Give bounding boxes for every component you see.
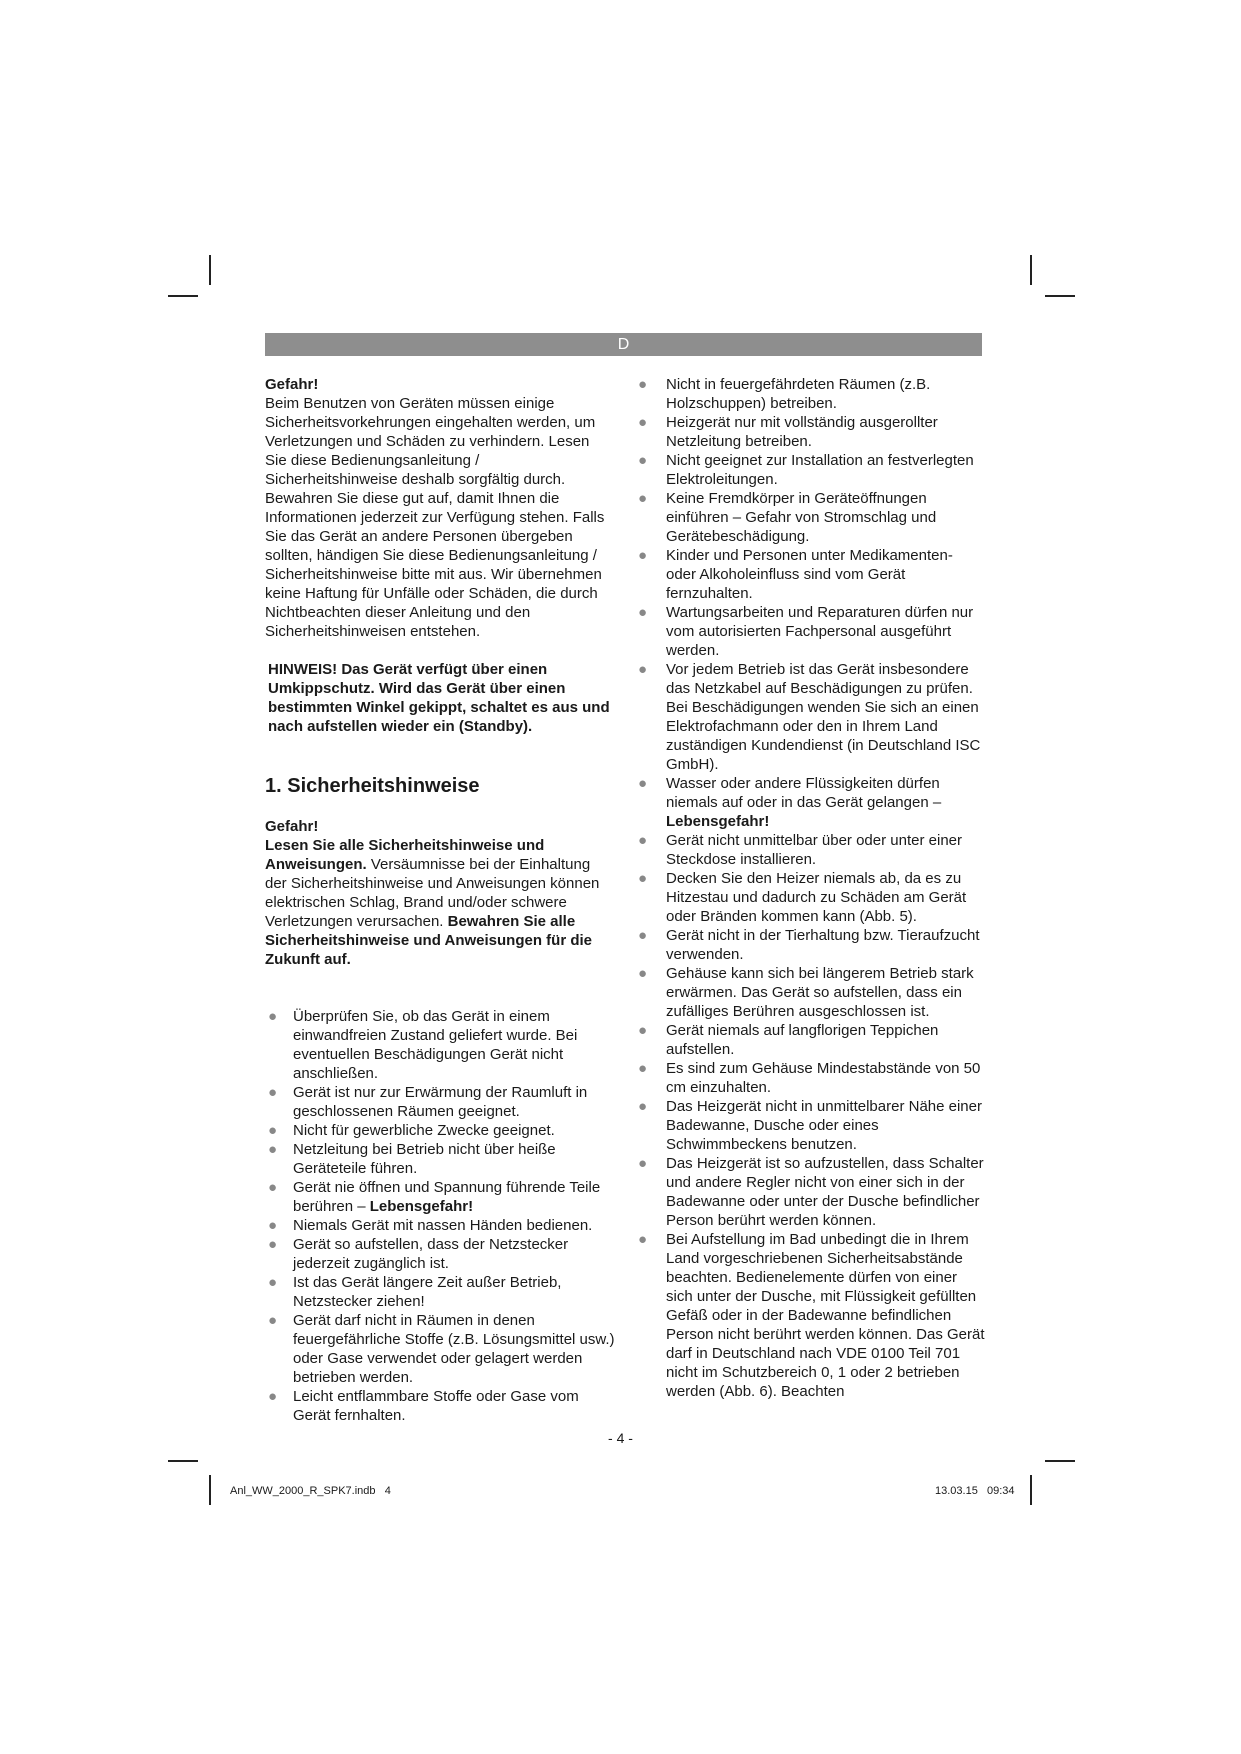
list-item: ● Gerät so aufstellen, dass der Netzstecker jederzeit zugänglich ist. bbox=[268, 1236, 569, 1272]
list-item: ● Wasser oder andere Flüssigkeiten dürfen niemals auf oder in das Gerät gelangen – Lebensgefahr! bbox=[638, 775, 942, 830]
bullet-icon: ● bbox=[638, 661, 648, 678]
footer-file-name: Anl_WW_2000_R_SPK7.indb 4 bbox=[230, 1485, 391, 1497]
list-item: ● Bei Aufstellung im Bad unbedingt die in Ihrem Land vorgeschriebenen Sicherheitsabstände beachten. Bedienelemente dürfen von einer sich unter der Dusche, mit Flüssigkeit gefüllten Gefäß oder in der Badewanne befindlichen Person nicht berührt werden können. Das Gerät darf in Deutschland nach VDE 0100 Teil 701 nicht im Schutzbereich 0, 1 oder 2 betrieben werden (Abb. 6). Beachten bbox=[638, 1231, 985, 1400]
list-item: ● Gehäuse kann sich bei längerem Betrieb stark erwärmen. Das Gerät so aufstellen, dass ein zufälliges Berühren ausgeschlossen ist. bbox=[638, 965, 974, 1020]
bullet-icon: ● bbox=[638, 1060, 648, 1077]
crop-mark bbox=[168, 1460, 198, 1462]
list-item: ● Wartungsarbeiten und Reparaturen dürfen nur vom autorisierten Fachpersonal ausgeführt werden. bbox=[638, 604, 974, 659]
bullet-icon: ● bbox=[638, 1231, 648, 1248]
bullet-icon: ● bbox=[638, 1155, 648, 1172]
section-intro-bold: Lesen Sie alle Sicherheitshinweise und Anweisungen. bbox=[265, 837, 545, 873]
bullet-icon: ● bbox=[638, 927, 648, 944]
list-item: ● Heizgerät nur mit vollständig ausgerollter Netzleitung betreiben. bbox=[638, 414, 938, 450]
section-title: 1. Sicherheitshinweise bbox=[265, 775, 480, 797]
bullet-icon: ● bbox=[638, 414, 648, 431]
crop-mark bbox=[209, 255, 211, 285]
bullet-icon: ● bbox=[638, 1098, 648, 1115]
bullet-icon: ● bbox=[268, 1008, 278, 1025]
bullet-icon: ● bbox=[268, 1141, 278, 1158]
list-item: ● Netzleitung bei Betrieb nicht über heiße Geräteteile führen. bbox=[268, 1141, 556, 1177]
list-item: ● Gerät ist nur zur Erwärmung der Raumluft in geschlossenen Räumen geeignet. bbox=[268, 1084, 588, 1120]
safety-list-left bbox=[265, 1007, 615, 1425]
bullet-icon: ● bbox=[638, 832, 648, 849]
crop-mark bbox=[168, 295, 198, 297]
bullet-icon: ● bbox=[268, 1236, 278, 1253]
list-item: ● Niemals Gerät mit nassen Händen bedienen. bbox=[268, 1217, 593, 1234]
section-intro-bold-end: Bewahren Sie alle Sicherheitshinweise und Anweisungen für die Zukunft auf. bbox=[265, 913, 592, 968]
list-item: ● Keine Fremdkörper in Geräteöffnungen einführen – Gefahr von Stromschlag und Gerätebeschädigung. bbox=[638, 490, 937, 545]
page-number: - 4 - bbox=[608, 1430, 633, 1446]
bullet-icon: ● bbox=[638, 870, 648, 887]
notice-paragraph: HINWEIS! Das Gerät verfügt über einen Umkippschutz. Wird das Gerät über einen bestimmten Winkel gekippt, schaltet es aus und nach aufstellen wieder ein (Standby). bbox=[268, 661, 610, 735]
list-item: ● Kinder und Personen unter Medikamenten- oder Alkoholeinfluss sind vom Gerät fernzuhalten. bbox=[638, 547, 953, 602]
list-item: ● Gerät niemals auf langflorigen Teppichen aufstellen. bbox=[638, 1022, 939, 1058]
right-column bbox=[635, 375, 987, 1401]
section-intro bbox=[265, 836, 615, 969]
bullet-icon: ● bbox=[638, 547, 648, 564]
list-item: ● Das Heizgerät nicht in unmittelbarer Nähe einer Badewanne, Dusche oder eines Schwimmbeckens benutzen. bbox=[638, 1098, 982, 1153]
safety-list-right bbox=[635, 375, 987, 1401]
crop-mark bbox=[1030, 1475, 1032, 1505]
section-warning-heading: Gefahr! bbox=[265, 818, 319, 835]
list-item: ● Gerät nicht unmittelbar über oder unter einer Steckdose installieren. bbox=[638, 832, 962, 868]
list-item: ● Leicht entflammbare Stoffe oder Gase vom Gerät fernhalten. bbox=[268, 1388, 579, 1424]
intro-paragraph: Beim Benutzen von Geräten müssen einige Sicherheitsvorkehrungen eingehalten werden, um Verletzungen und Schäden zu verhindern. Lesen Sie diese Bedienungsanleitung / Sicherheitshinweise deshalb sorgfältig durch. Bewahren Sie diese gut auf, damit Ihnen die Informationen jederzeit zur Verfügung stehen. Falls Sie das Gerät an andere Personen übergeben sollten, händigen Sie diese Bedienungsanleitung / Sicherheitshinweise bitte mit aus. Wir übernehmen keine Haftung für Unfälle oder Schäden, die durch Nichtbeachten dieser Anleitung und den Sicherheitshinweisen entstehen. bbox=[265, 395, 605, 640]
crop-mark bbox=[1045, 1460, 1075, 1462]
bullet-icon: ● bbox=[638, 965, 648, 982]
list-item: ● Das Heizgerät ist so aufzustellen, dass Schalter und andere Regler nicht von einer sich in der Badewanne oder unter der Dusche befindlicher Person berührt werden können. bbox=[638, 1155, 984, 1229]
crop-mark bbox=[1045, 295, 1075, 297]
section-intro-normal: Versäumnisse bei der Einhaltung der Sicherheitshinweise und Anweisungen können elektrischen Schlag, Brand und/oder schwere Verletzungen verursachen. bbox=[265, 856, 600, 930]
crop-mark bbox=[1030, 255, 1032, 285]
bullet-icon: ● bbox=[268, 1217, 278, 1234]
bullet-icon: ● bbox=[268, 1122, 278, 1139]
bullet-icon: ● bbox=[268, 1388, 278, 1405]
language-tab: D bbox=[265, 333, 982, 356]
crop-mark bbox=[209, 1475, 211, 1505]
bullet-icon: ● bbox=[638, 1022, 648, 1039]
bullet-icon: ● bbox=[638, 604, 648, 621]
list-item: ● Decken Sie den Heizer niemals ab, da es zu Hitzestau und dadurch zu Schäden am Gerät oder Bränden kommen kann (Abb. 5). bbox=[638, 870, 967, 925]
bullet-icon: ● bbox=[268, 1312, 278, 1329]
bullet-icon: ● bbox=[268, 1274, 278, 1291]
list-item: ● Nicht in feuergefährdeten Räumen (z.B. Holzschuppen) betreiben. bbox=[638, 376, 931, 412]
bullet-icon: ● bbox=[638, 775, 648, 792]
list-item: ● Gerät darf nicht in Räumen in denen feuergefährliche Stoffe (z.B. Lösungsmittel usw.) oder Gase verwendet oder gelagert werden betrieben werden. bbox=[268, 1312, 615, 1386]
footer-timestamp: 13.03.15 09:34 bbox=[935, 1485, 1015, 1497]
left-column bbox=[265, 375, 615, 1425]
bullet-icon: ● bbox=[268, 1084, 278, 1101]
list-item: ● Gerät nie öffnen und Spannung führende Teile berühren – Lebensgefahr! bbox=[268, 1179, 601, 1215]
warning-heading: Gefahr! bbox=[265, 376, 319, 393]
list-item: ● Es sind zum Gehäuse Mindestabstände von 50 cm einzuhalten. bbox=[638, 1060, 981, 1096]
list-item: ● Überprüfen Sie, ob das Gerät in einem einwandfreien Zustand geliefert wurde. Bei eventuellen Beschädigungen Gerät nicht anschließen. bbox=[268, 1008, 578, 1082]
list-item: ● Ist das Gerät längere Zeit außer Betrieb, Netzstecker ziehen! bbox=[268, 1274, 562, 1310]
bullet-icon: ● bbox=[268, 1179, 278, 1196]
list-item: ● Gerät nicht in der Tierhaltung bzw. Tieraufzucht verwenden. bbox=[638, 927, 980, 963]
list-item: ● Nicht für gewerbliche Zwecke geeignet. bbox=[268, 1122, 555, 1139]
bullet-icon: ● bbox=[638, 452, 648, 469]
list-item: ● Vor jedem Betrieb ist das Gerät insbesondere das Netzkabel auf Beschädigungen zu prüfen. Bei Beschädigungen wenden Sie sich an einen Elektrofachmann oder den in Ihrem Land zuständigen Kundendienst (in Deutschland ISC GmbH). bbox=[638, 661, 981, 773]
bullet-icon: ● bbox=[638, 490, 648, 507]
bullet-icon: ● bbox=[638, 376, 648, 393]
list-item: ● Nicht geeignet zur Installation an festverlegten Elektroleitungen. bbox=[638, 452, 974, 488]
